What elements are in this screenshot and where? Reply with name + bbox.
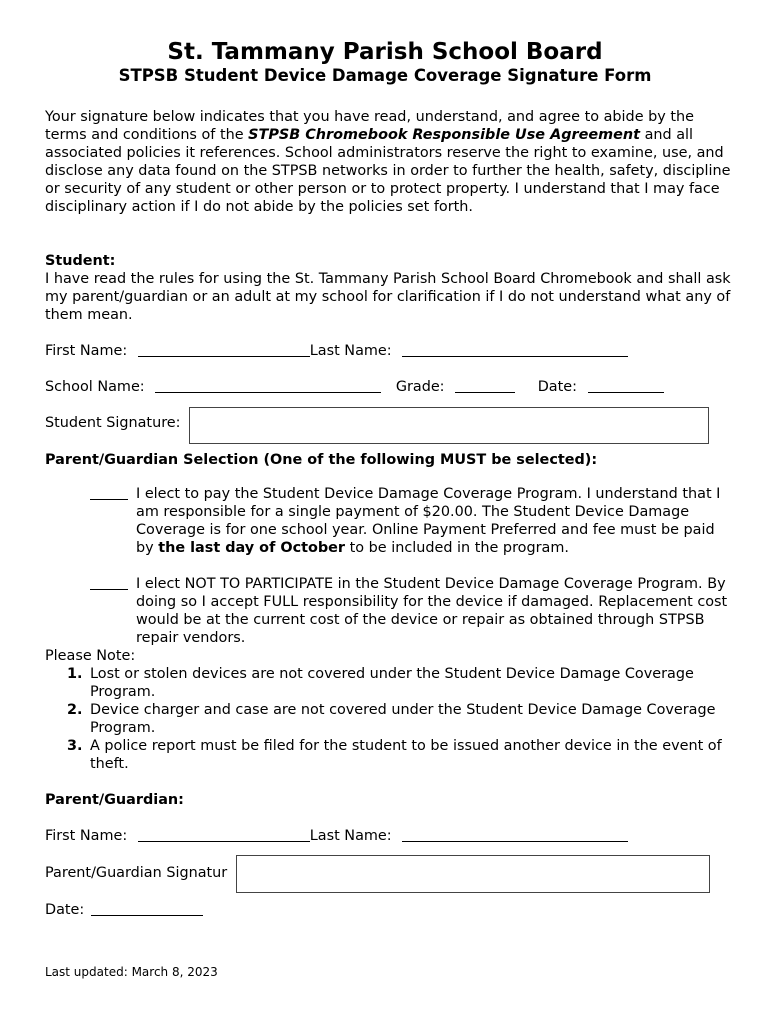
option-decline-checkbox-line[interactable] xyxy=(90,575,128,590)
student-heading: Student: xyxy=(45,253,116,269)
option-pay-text: I elect to pay the Student Device Damage Coverage Program. I understand that I am responsible for a single payment of $20.00. The Student Device Damage Coverage is for one school year. Online Payment Preferred and fee must be paid by the last day of October to be included in the program. xyxy=(136,486,721,556)
notes-list xyxy=(45,665,735,773)
student-first-name-label: First Name: xyxy=(45,343,128,359)
parent-signature-label: Parent/Guardian Signatur xyxy=(45,865,228,881)
parent-first-name-field[interactable] xyxy=(138,827,310,842)
student-date-field[interactable] xyxy=(588,378,664,393)
payment-deadline: the last day of October xyxy=(158,540,346,556)
school-name-field[interactable] xyxy=(155,378,381,393)
option-pay-checkbox-line[interactable] xyxy=(90,485,128,500)
list-item: 3. A police report must be filed for the student to be issued another device in the event of theft. xyxy=(67,738,722,772)
parent-last-name-field[interactable] xyxy=(402,827,628,842)
student-statement: I have read the rules for using the St. Tammany Parish School Board Chromebook and shall ask my parent/guardian or an adult at my school for clarification if I do not understand what any of them mean. xyxy=(45,271,731,323)
last-updated-note: Last updated: March 8, 2023 xyxy=(45,965,218,979)
student-signature-box[interactable] xyxy=(189,407,709,444)
student-signature-label: Student Signature: xyxy=(45,415,181,431)
parent-date-field[interactable] xyxy=(91,901,203,916)
selection-heading: Parent/Guardian Selection (One of the following MUST be selected): xyxy=(45,452,598,468)
student-name-row xyxy=(45,342,628,362)
student-first-name-field[interactable] xyxy=(138,342,310,357)
page-title: St. Tammany Parish School Board xyxy=(167,39,603,65)
parent-date-row xyxy=(45,901,203,921)
intro-paragraph xyxy=(45,108,735,216)
grade-field[interactable] xyxy=(455,378,515,393)
parent-signature-box[interactable] xyxy=(236,855,710,893)
intro-text-start: Your signature below indicates that you have read, understand, and agree to abide by the terms and conditions of the xyxy=(45,109,694,143)
intro-text-end: and all associated policies it references. School administrators reserve the right to examine, use, and disclose any data found on the STPSB networks in order to further the health, safety, discipline or security of any student or other person or to protect property. I understand that I may face disciplinary action if I do not abide by the policies set forth. xyxy=(45,127,731,215)
student-last-name-field[interactable] xyxy=(402,342,628,357)
student-last-name-label: Last Name: xyxy=(309,343,392,359)
list-item: 1. Lost or stolen devices are not covered under the Student Device Damage Coverage Program. xyxy=(67,666,694,700)
grade-label: Grade: xyxy=(395,379,445,395)
please-note-heading: Please Note: xyxy=(45,648,136,664)
school-name-label: School Name: xyxy=(45,379,145,395)
list-item: 2. Device charger and case are not covered under the Student Device Damage Coverage Program. xyxy=(67,702,716,736)
student-school-row xyxy=(45,378,664,398)
parent-first-name-label: First Name: xyxy=(45,828,128,844)
parent-date-label: Date: xyxy=(45,902,85,918)
date-label: Date: xyxy=(537,379,577,395)
parent-heading: Parent/Guardian: xyxy=(45,792,184,808)
option-decline-text: I elect NOT TO PARTICIPATE in the Student Device Damage Coverage Program. By doing so I accept FULL responsibility for the device if damaged. Replacement cost would be at the current cost of the device or repair as obtained through STPSB repair vendors. xyxy=(136,576,728,646)
agreement-title: STPSB Chromebook Responsible Use Agreement xyxy=(248,127,641,143)
parent-last-name-label: Last Name: xyxy=(309,828,392,844)
parent-name-row xyxy=(45,827,628,847)
form-subtitle: STPSB Student Device Damage Coverage Signature Form xyxy=(118,66,652,85)
